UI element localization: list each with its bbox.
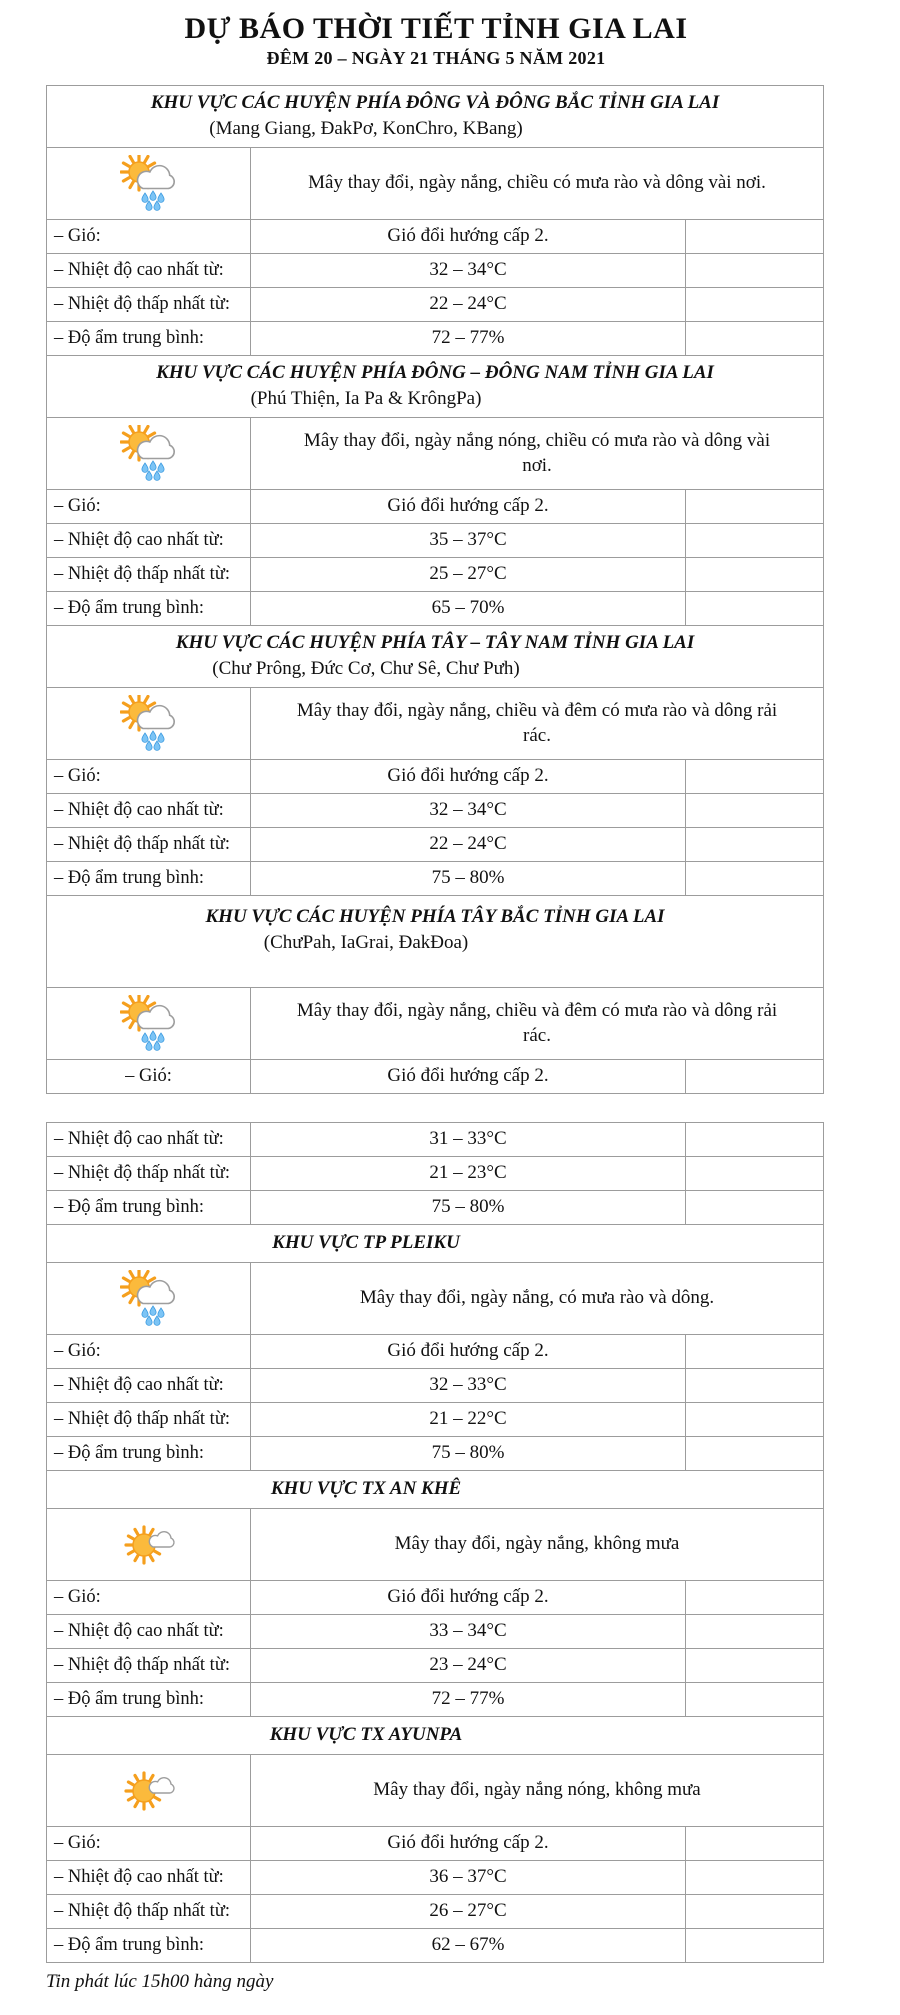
humidity-label: – Độ ẩm trung bình: [47, 1190, 251, 1224]
wind-row [47, 759, 824, 793]
temp-high-label: – Nhiệt độ cao nhất từ: [47, 523, 251, 557]
temp-low-value: 23 – 24°C [251, 1648, 686, 1682]
temp-high-label: – Nhiệt độ cao nhất từ: [47, 793, 251, 827]
weather-row [47, 1262, 824, 1334]
temp-low-label: – Nhiệt độ thấp nhất từ: [47, 827, 251, 861]
humidity-row [47, 1682, 824, 1716]
temp-high-label: – Nhiệt độ cao nhất từ: [47, 1614, 251, 1648]
weather-row [47, 1508, 824, 1580]
temp-low-label: – Nhiệt độ thấp nhất từ: [47, 1894, 251, 1928]
temp-low-row [47, 1402, 824, 1436]
forecast-table-1 [46, 85, 824, 1094]
wind-value: Gió đổi hướng cấp 2. [251, 489, 686, 523]
humidity-value: 62 – 67% [251, 1928, 686, 1962]
wind-row [47, 1826, 824, 1860]
section-subtitle: (ChưPah, IaGrai, ĐakĐoa) [263, 931, 469, 953]
section-subtitle: (Chư Prông, Đức Cơ, Chư Sê, Chư Pưh) [212, 658, 520, 679]
section-header-row [47, 895, 824, 987]
weather-row [47, 147, 824, 219]
temp-high-value: 32 – 34°C [251, 793, 686, 827]
humidity-row [47, 321, 824, 355]
wind-label: – Gió: [47, 1059, 251, 1093]
humidity-row [47, 1928, 824, 1962]
section-header-row [47, 625, 824, 687]
wind-value: Gió đổi hướng cấp 2. [251, 1334, 686, 1368]
temp-low-value: 21 – 23°C [251, 1156, 686, 1190]
temp-low-row [47, 557, 824, 591]
humidity-row [47, 861, 824, 895]
weather-description: Mây thay đổi, ngày nắng, không mưa [251, 1508, 824, 1580]
sun-cloud-rain-icon [120, 425, 178, 481]
humidity-row [47, 1436, 824, 1470]
wind-value: Gió đổi hướng cấp 2. [251, 219, 686, 253]
wind-row [47, 489, 824, 523]
humidity-value: 72 – 77% [251, 1682, 686, 1716]
wind-row [47, 219, 824, 253]
sun-cloud-rain-icon [120, 155, 178, 211]
temp-high-row [47, 793, 824, 827]
humidity-label: – Độ ẩm trung bình: [47, 591, 251, 625]
temp-low-row [47, 287, 824, 321]
humidity-label: – Độ ẩm trung bình: [47, 861, 251, 895]
page-title: DỰ BÁO THỜI TIẾT TỈNH GIA LAI [184, 12, 688, 45]
wind-label: – Gió: [47, 1580, 251, 1614]
temp-high-value: 36 – 37°C [251, 1860, 686, 1894]
section-subtitle: (Phú Thiện, Ia Pa & KrôngPa) [250, 388, 482, 409]
section-title: KHU VỰC TP PLEIKU [272, 1232, 460, 1254]
sun-cloud-rain-icon [120, 995, 178, 1051]
temp-low-label: – Nhiệt độ thấp nhất từ: [47, 557, 251, 591]
weather-row [47, 987, 824, 1059]
page-break-gap [0, 1094, 900, 1122]
wind-label: – Gió: [47, 219, 251, 253]
temp-high-row [47, 1614, 824, 1648]
temp-low-label: – Nhiệt độ thấp nhất từ: [47, 1156, 251, 1190]
temp-high-label: – Nhiệt độ cao nhất từ: [47, 253, 251, 287]
weather-description: Mây thay đổi, ngày nắng nóng, chiều có mưa rào và dông vài nơi. [251, 417, 824, 489]
section-title: KHU VỰC CÁC HUYỆN PHÍA ĐÔNG VÀ ĐÔNG BẮC TỈNH GIA LAI [150, 92, 720, 114]
sun-cloud-rain-icon [120, 695, 178, 751]
temp-low-value: 26 – 27°C [251, 1894, 686, 1928]
humidity-row [47, 1190, 824, 1224]
section-title: KHU VỰC CÁC HUYỆN PHÍA TÂY BẮC TỈNH GIA LAI [205, 905, 665, 927]
wind-value: Gió đổi hướng cấp 2. [251, 759, 686, 793]
temp-high-row [47, 1368, 824, 1402]
temp-low-row [47, 827, 824, 861]
wind-label: – Gió: [47, 759, 251, 793]
forecast-table-2 [46, 1122, 824, 1963]
weather-description: Mây thay đổi, ngày nắng, chiều có mưa rào và dông vài nơi. [251, 147, 824, 219]
section-header-row [47, 1470, 824, 1508]
weather-description: Mây thay đổi, ngày nắng, có mưa rào và dông. [251, 1262, 824, 1334]
weather-description: Mây thay đổi, ngày nắng nóng, không mưa [251, 1754, 824, 1826]
temp-high-row [47, 1860, 824, 1894]
wind-value: Gió đổi hướng cấp 2. [251, 1580, 686, 1614]
humidity-value: 65 – 70% [251, 591, 686, 625]
weather-bulletin [0, 10, 900, 2015]
temp-high-row [47, 1122, 824, 1156]
humidity-value: 75 – 80% [251, 1436, 686, 1470]
temp-low-row [47, 1156, 824, 1190]
temp-high-value: 33 – 34°C [251, 1614, 686, 1648]
humidity-value: 72 – 77% [251, 321, 686, 355]
weather-row [47, 417, 824, 489]
weather-row [47, 687, 824, 759]
humidity-value: 75 – 80% [251, 861, 686, 895]
weather-row [47, 1754, 824, 1826]
temp-low-label: – Nhiệt độ thấp nhất từ: [47, 1648, 251, 1682]
temp-low-value: 25 – 27°C [251, 557, 686, 591]
humidity-label: – Độ ẩm trung bình: [47, 1436, 251, 1470]
temp-low-value: 22 – 24°C [251, 827, 686, 861]
issue-time-note: Tin phát lúc 15h00 hàng ngày [46, 1970, 274, 1992]
sun-cloud-rain-icon [120, 1270, 178, 1326]
humidity-row [47, 591, 824, 625]
temp-high-row [47, 253, 824, 287]
section-header-row [47, 355, 824, 417]
wind-value: Gió đổi hướng cấp 2. [251, 1059, 686, 1093]
temp-low-label: – Nhiệt độ thấp nhất từ: [47, 1402, 251, 1436]
section-header-row [47, 85, 824, 147]
wind-row [47, 1059, 824, 1093]
section-header-row [47, 1716, 824, 1754]
wind-row [47, 1334, 824, 1368]
wind-label: – Gió: [47, 489, 251, 523]
temp-low-label: – Nhiệt độ thấp nhất từ: [47, 287, 251, 321]
temp-high-value: 32 – 33°C [251, 1368, 686, 1402]
humidity-label: – Độ ẩm trung bình: [47, 321, 251, 355]
sun-cloud-icon [120, 1764, 178, 1816]
page-subtitle: ĐÊM 20 – NGÀY 21 THÁNG 5 NĂM 2021 [266, 47, 606, 68]
section-title: KHU VỰC CÁC HUYỆN PHÍA ĐÔNG – ĐÔNG NAM TỈNH GIA LAI [156, 362, 714, 384]
weather-description: Mây thay đổi, ngày nắng, chiều và đêm có mưa rào và dông rải rác. [251, 987, 824, 1059]
section-subtitle: (Mang Giang, ĐakPơ, KonChro, KBang) [209, 118, 523, 139]
temp-low-value: 22 – 24°C [251, 287, 686, 321]
section-header-row [47, 1224, 824, 1262]
wind-label: – Gió: [47, 1826, 251, 1860]
temp-high-label: – Nhiệt độ cao nhất từ: [47, 1368, 251, 1402]
temp-high-row [47, 523, 824, 557]
humidity-label: – Độ ẩm trung bình: [47, 1928, 251, 1962]
temp-high-label: – Nhiệt độ cao nhất từ: [47, 1860, 251, 1894]
sun-cloud-icon [120, 1518, 178, 1570]
humidity-label: – Độ ẩm trung bình: [47, 1682, 251, 1716]
temp-low-row [47, 1648, 824, 1682]
temp-high-value: 35 – 37°C [251, 523, 686, 557]
wind-row [47, 1580, 824, 1614]
temp-low-row [47, 1894, 824, 1928]
temp-high-label: – Nhiệt độ cao nhất từ: [47, 1122, 251, 1156]
humidity-value: 75 – 80% [251, 1190, 686, 1224]
temp-high-value: 31 – 33°C [251, 1122, 686, 1156]
section-title: KHU VỰC TX AYUNPA [269, 1724, 463, 1746]
wind-label: – Gió: [47, 1334, 251, 1368]
section-title: KHU VỰC TX AN KHÊ [270, 1478, 462, 1500]
wind-value: Gió đổi hướng cấp 2. [251, 1826, 686, 1860]
temp-low-value: 21 – 22°C [251, 1402, 686, 1436]
weather-description: Mây thay đổi, ngày nắng, chiều và đêm có mưa rào và dông rải rác. [251, 687, 824, 759]
temp-high-value: 32 – 34°C [251, 253, 686, 287]
section-title: KHU VỰC CÁC HUYỆN PHÍA TÂY – TÂY NAM TỈNH GIA LAI [175, 632, 695, 654]
